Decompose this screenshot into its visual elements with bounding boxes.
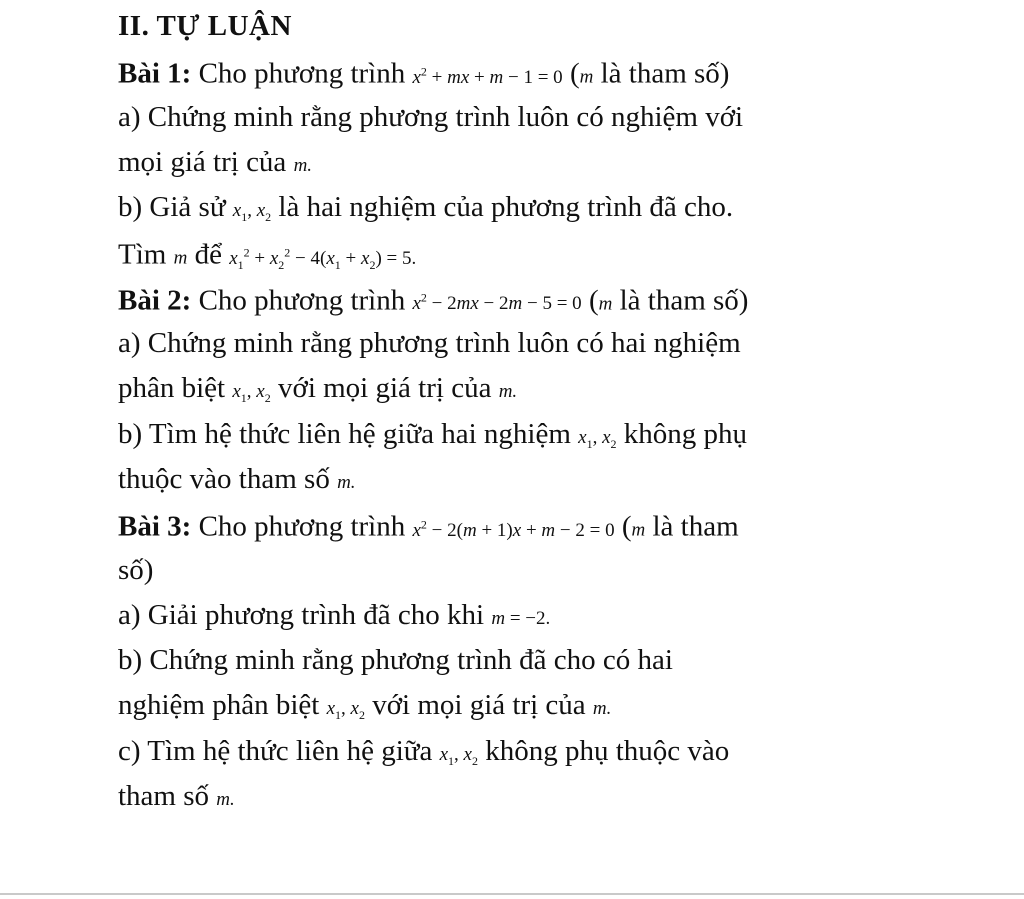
- bai2-title: Bài 2:: [118, 284, 192, 317]
- bai3-m-value: m = −2.: [491, 607, 551, 629]
- bai1-equation: $x^2$ + mx + m − 1 = 0: [412, 64, 563, 88]
- bai3-part-b-line1: b) Chứng minh rằng phương trình đã cho có hai: [118, 644, 673, 677]
- page-bottom-divider: [0, 893, 1024, 895]
- bai1-title: Bài 1:: [118, 57, 192, 90]
- bai3-part-b-line2: nghiệm phân biệt $x_1$, $x_2$ với mọi giá trị của m.: [118, 689, 612, 723]
- roots-x1-x2: $x_1$, $x_2$: [232, 200, 272, 224]
- bai2-part-a-line1: a) Chứng minh rằng phương trình luôn có hai nghiệm: [118, 327, 741, 360]
- bai3-statement-cont: số): [118, 553, 154, 586]
- bai1-part-a-line1: a) Chứng minh rằng phương trình luôn có nghiệm với: [118, 100, 744, 133]
- section-heading: II. TỰ LUẬN: [118, 10, 292, 42]
- bai1-part-b-line1: b) Giả sử $x_1$, $x_2$ là hai nghiệm của phương trình đã cho.: [118, 191, 734, 224]
- bai2-part-a-line2: phân biệt $x_1$, $x_2$ với mọi giá trị của m.: [118, 372, 518, 406]
- exercise-page: [118, 10, 908, 825]
- bai3-equation: $x^2 - 2(m + 1)x + m - 2 = 0$: [412, 517, 615, 541]
- bai3-part-a: a) Giải phương trình đã cho khi m = −2.: [118, 598, 551, 631]
- bai1-statement: Bài 1: Cho phương trình $x^2$ + mx + m − 1 = 0 (m là tham số): [118, 57, 730, 90]
- bai1-part-b-line2: Tìm m để $x_1^2 + x_2^2 - 4(x_1 + x_2) = 5$.: [118, 238, 417, 272]
- bai2-part-b-line1: b) Tìm hệ thức liên hệ giữa hai nghiệm $x_1$, $x_2$ không phụ: [118, 417, 748, 451]
- bai3-title: Bài 3:: [118, 510, 192, 543]
- bai1-part-a-line2: mọi giá trị của m.: [118, 145, 313, 178]
- bai3-part-c-line1: c) Tìm hệ thức liên hệ giữa $x_1$, $x_2$ không phụ thuộc vào: [118, 734, 730, 768]
- bai3-part-c-line2: tham số m.: [118, 780, 235, 813]
- bai1-condition: $x_1^2 + x_2^2 - 4(x_1 + x_2) = 5$.: [229, 245, 417, 272]
- bai3-statement: Bài 3: Cho phương trình $x^2 - 2(m + 1)x + m - 2 = 0$ (m là tham: [118, 510, 739, 543]
- bai2-statement: Bài 2: Cho phương trình $x^2 - 2mx - 2m - 5 = 0$ (m là tham số): [118, 284, 749, 317]
- bai2-equation: $x^2 - 2mx - 2m - 5 = 0$: [412, 290, 582, 315]
- bai2-part-b-line2: thuộc vào tham số m.: [118, 462, 356, 495]
